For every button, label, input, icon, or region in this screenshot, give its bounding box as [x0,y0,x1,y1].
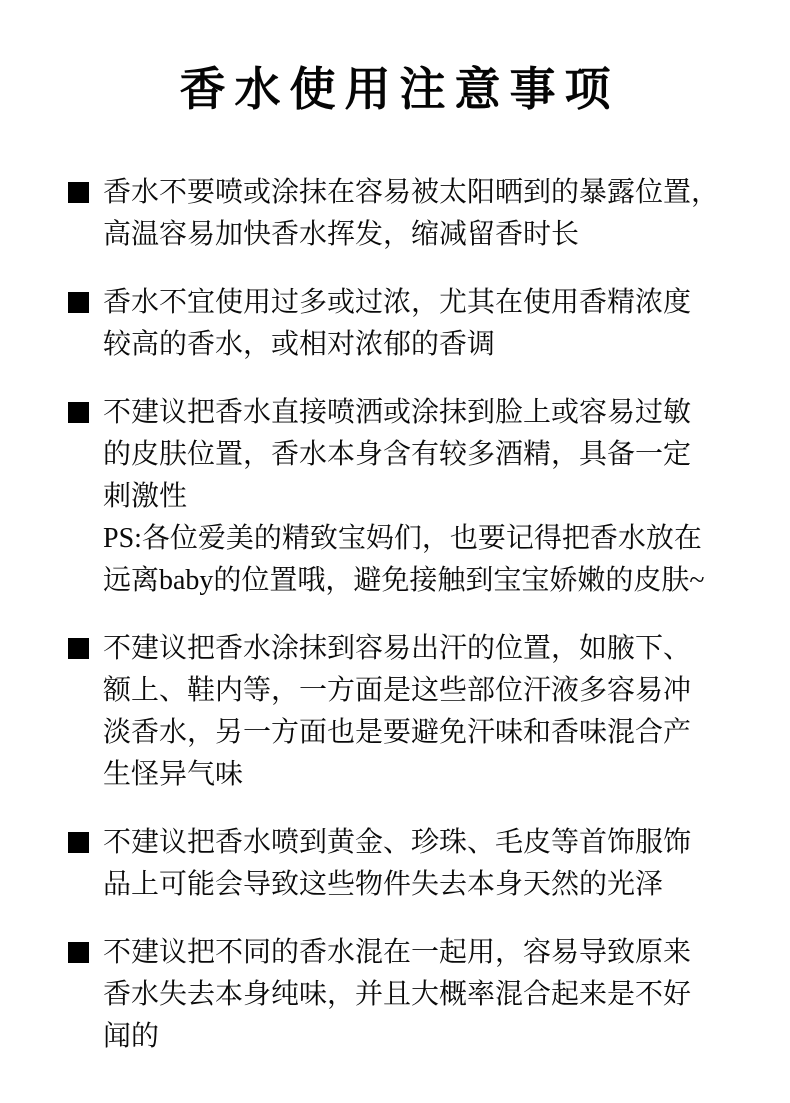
square-bullet-icon [68,402,89,423]
text-line-ps-note: PS:各位爱美的精致宝妈们，也要记得把香水放在 [103,523,702,554]
text-line: 不建议把不同的香水混在一起用，容易导致原来 [103,937,692,968]
list-item [68,932,730,1058]
text-line: 香水不宜使用过多或过浓，尤其在使用香精浓度 [103,287,692,318]
page-title: 香水使用注意事项 [179,64,620,115]
list-item [68,628,730,796]
text-line: 刺激性 [103,481,188,512]
text-line: 不建议把香水涂抹到容易出汗的位置，如腋下、 [103,633,692,664]
square-bullet-icon [68,292,89,313]
text-line: 生怪异气味 [103,759,244,790]
notice-list [0,172,790,1058]
list-item [68,392,730,602]
square-bullet-icon [68,942,89,963]
list-item [68,282,730,366]
text-line: 品上可能会导致这些物件失去本身天然的光泽 [103,869,664,900]
list-item [68,822,730,906]
list-item [68,172,730,256]
text-line: 香水不要喷或涂抹在容易被太阳晒到的暴露位置， [103,177,720,208]
text-line: 淡香水，另一方面也是要避免汗味和香味混合产 [103,717,692,748]
text-line: 额上、鞋内等，一方面是这些部位汗液多容易冲 [103,675,692,706]
text-line: 不建议把香水喷到黄金、珍珠、毛皮等首饰服饰 [103,827,692,858]
text-line: 闻的 [103,1021,160,1052]
text-line-ps-note: 远离baby的位置哦，避免接触到宝宝娇嫩的皮肤~ [103,565,705,596]
square-bullet-icon [68,182,89,203]
square-bullet-icon [68,832,89,853]
text-line: 香水失去本身纯味，并且大概率混合起来是不好 [103,979,692,1010]
text-line: 高温容易加快香水挥发，缩减留香时长 [103,219,580,250]
text-line: 不建议把香水直接喷洒或涂抹到脸上或容易过敏 [103,397,692,428]
text-line: 的皮肤位置，香水本身含有较多酒精，具备一定 [103,439,692,470]
text-line: 较高的香水，或相对浓郁的香调 [103,329,496,360]
square-bullet-icon [68,638,89,659]
